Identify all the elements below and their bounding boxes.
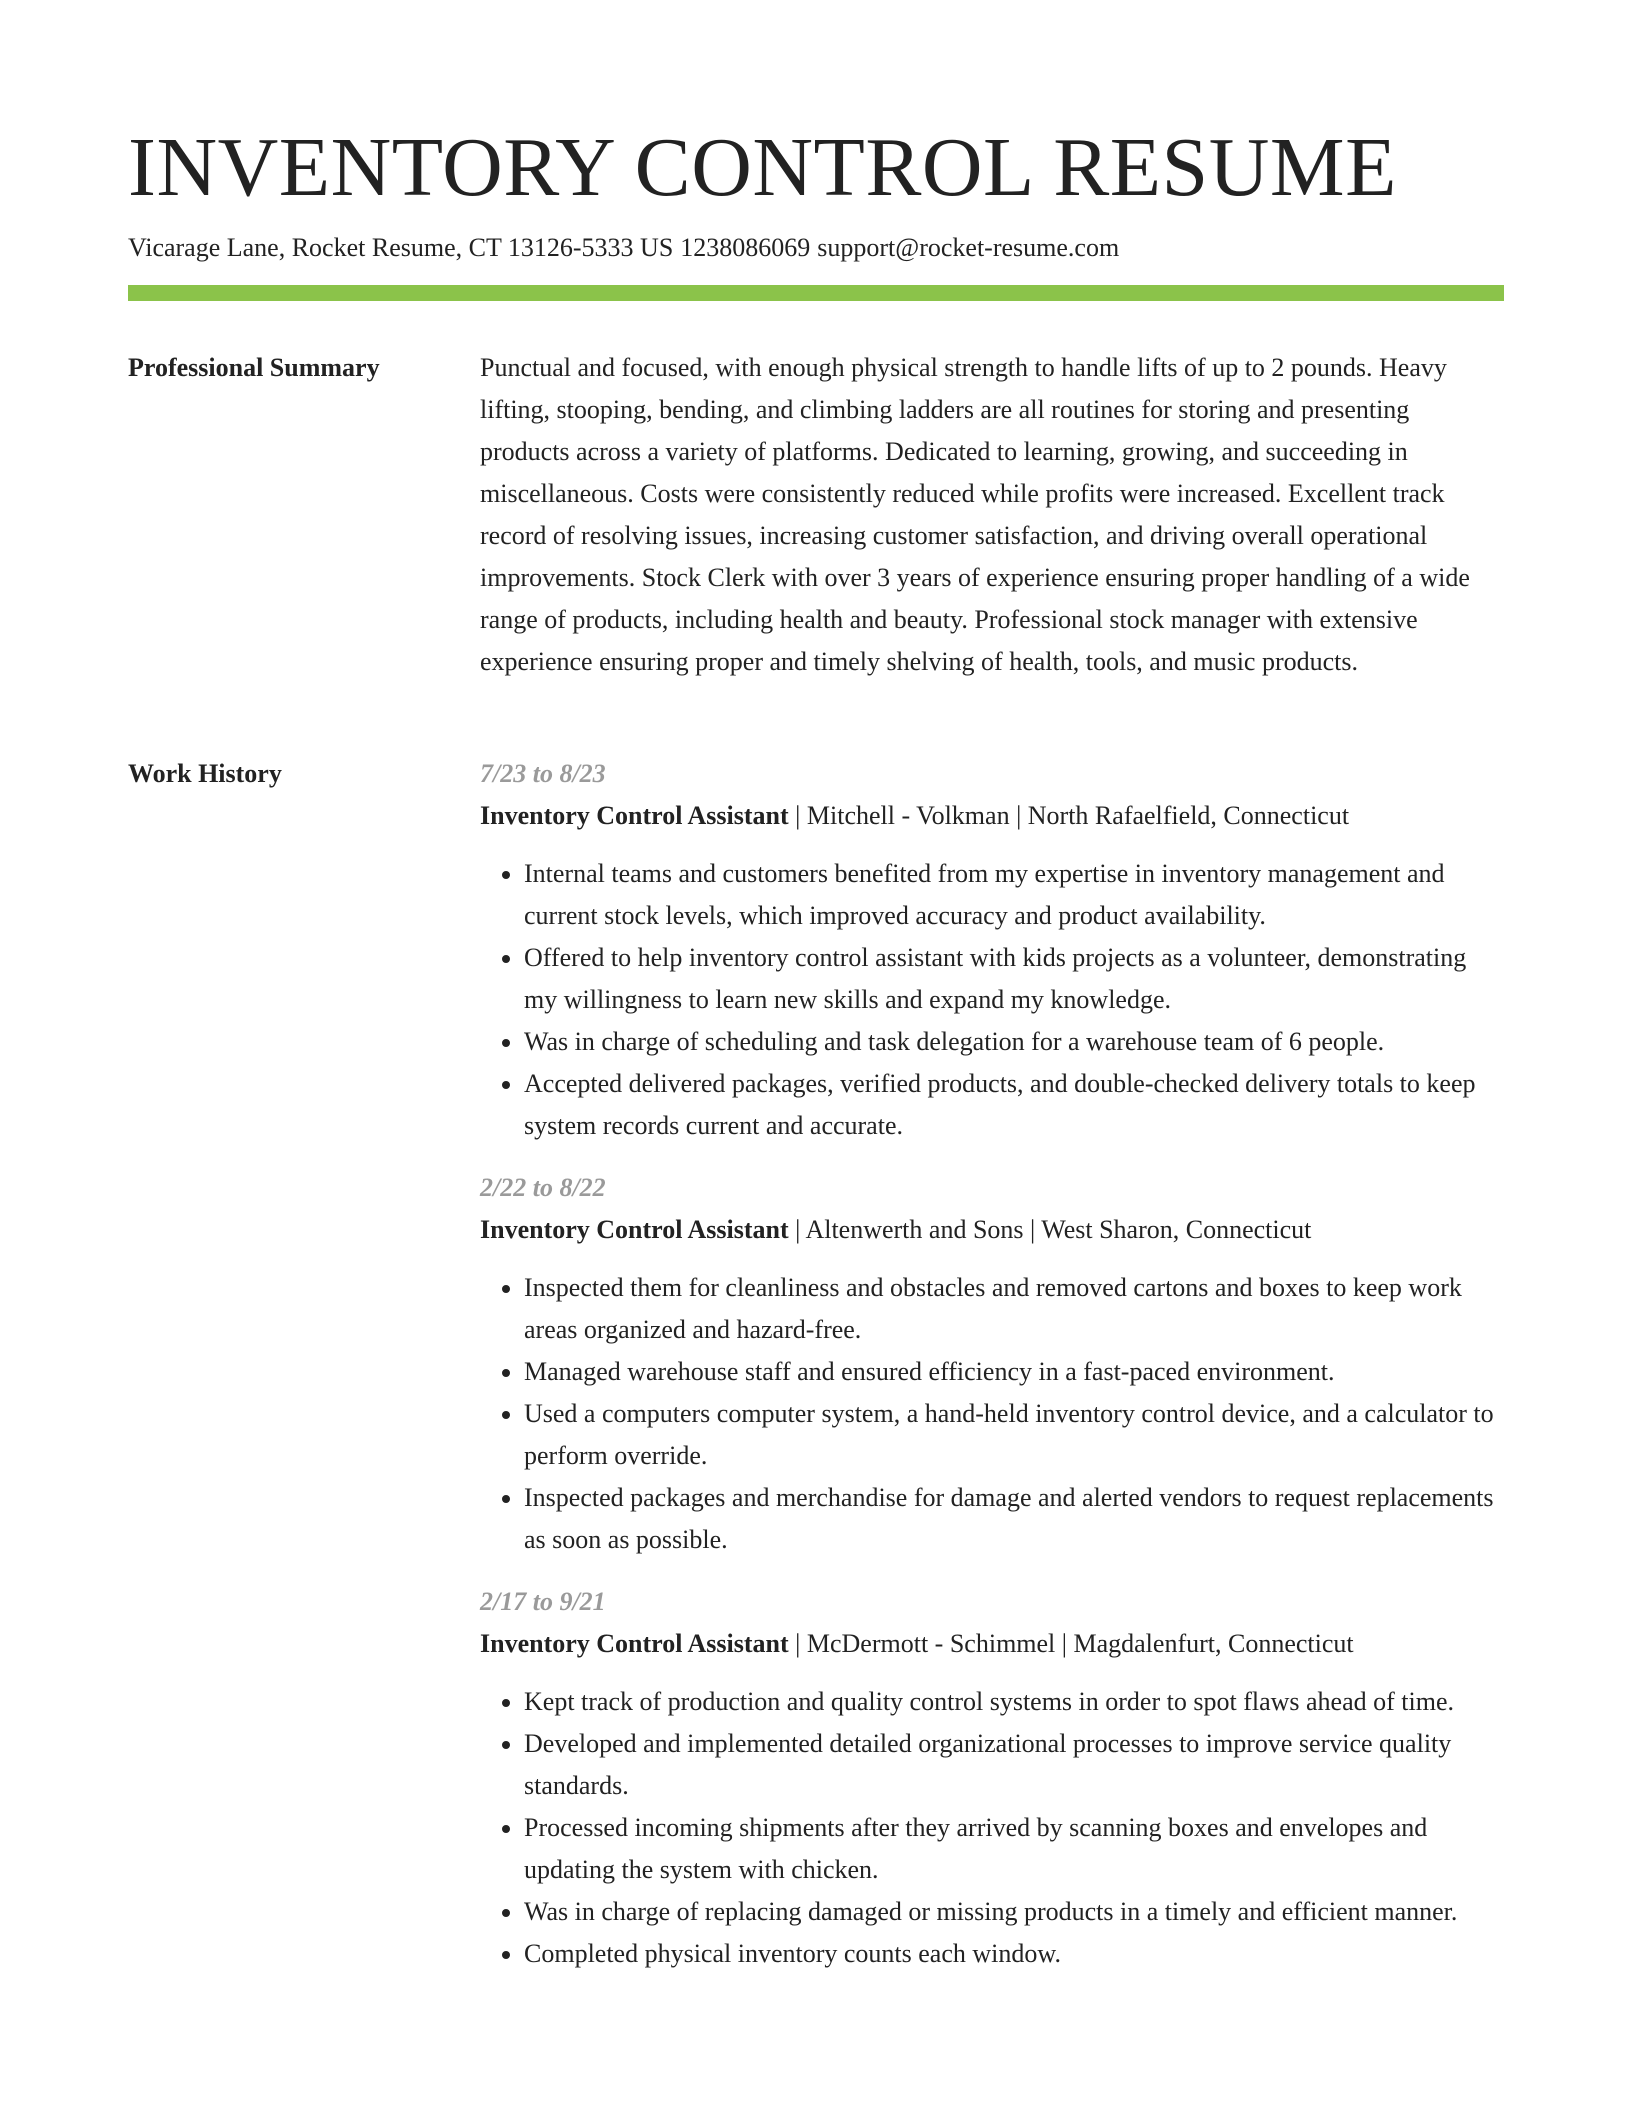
job-title-line [480, 795, 1504, 837]
job-bullet-list [480, 853, 1504, 1147]
contact-address: Vicarage Lane, Rocket Resume, CT 13126-5333 US [128, 233, 674, 262]
contact-line [128, 230, 1126, 266]
job-bullet-list [480, 1267, 1504, 1561]
job-bullet: • Inspected them for cleanliness and obstacles and removed cartons and boxes to keep work areas organized and hazard-free. [524, 1267, 1504, 1351]
job-title: Inventory Control Assistant [480, 1629, 789, 1658]
job-bullet: • Processed incoming shipments after they arrived by scanning boxes and envelopes and updating the system with chicken. [524, 1807, 1504, 1891]
job-entry [480, 1167, 1504, 1561]
job-title-line [480, 1209, 1504, 1251]
job-bullet: • Internal teams and customers benefited from my expertise in inventory management and current stock levels, which improved accuracy and product availability. [524, 853, 1504, 937]
job-dates: 7/23 to 8/23 [480, 759, 606, 788]
job-company-location: | Altenwerth and Sons | West Sharon, Connecticut [788, 1215, 1312, 1244]
job-bullet: • Offered to help inventory control assistant with kids projects as a volunteer, demonstrating my willingness to learn new skills and expand my knowledge. [524, 937, 1504, 1021]
job-bullet: • Was in charge of scheduling and task delegation for a warehouse team of 6 people. [524, 1021, 1504, 1063]
job-dates: 2/22 to 8/22 [480, 1173, 606, 1202]
header-divider [128, 285, 1504, 301]
resume-title: INVENTORY CONTROL RESUME [128, 121, 1397, 214]
job-bullet: • Inspected packages and merchandise for damage and alerted vendors to request replacements as soon as possible. [524, 1477, 1504, 1561]
job-entry [480, 753, 1504, 1147]
job-bullet: • Developed and implemented detailed organizational processes to improve service quality standards. [524, 1723, 1504, 1807]
summary-text: Punctual and focused, with enough physical strength to handle lifts of up to 2 pounds. Heavy lifting, stooping, bending, and climbing ladders are all routines for storing and presenting products across a variety of platforms. Dedicated to learning, growing, and succeeding in miscellaneous. Costs were consistently reduced while profits were increased. Excellent track record of resolving issues, increasing customer satisfaction, and driving overall operational improvements. Stock Clerk with over 3 years of experience ensuring proper handling of a wide range of products, including health and beauty. Professional stock manager with extensive experience ensuring proper and timely shelving of health, tools, and music products. [480, 353, 1470, 676]
work-history-label: Work History [128, 759, 282, 788]
job-company-location: | Mitchell - Volkman | North Rafaelfield, Connecticut [788, 801, 1350, 830]
job-bullet: • Accepted delivered packages, verified products, and double-checked delivery totals to keep system records current and accurate. [524, 1063, 1504, 1147]
job-title: Inventory Control Assistant [480, 801, 789, 830]
job-bullet-list [480, 1681, 1504, 1975]
summary-body [480, 347, 1504, 683]
contact-phone: 1238086069 [680, 233, 811, 262]
job-dates: 2/17 to 9/21 [480, 1587, 606, 1616]
summary-label: Professional Summary [128, 353, 380, 382]
contact-email: support@rocket-resume.com [817, 233, 1120, 262]
job-bullet: • Used a computers computer system, a hand-held inventory control device, and a calculator to perform override. [524, 1393, 1504, 1477]
job-company-location: | McDermott - Schimmel | Magdalenfurt, Connecticut [788, 1629, 1354, 1658]
job-bullet: • Was in charge of replacing damaged or missing products in a timely and efficient manner. [524, 1891, 1504, 1933]
job-title: Inventory Control Assistant [480, 1215, 789, 1244]
work-history-body [480, 753, 1504, 1995]
job-bullet: • Kept track of production and quality control systems in order to spot flaws ahead of time. [524, 1681, 1504, 1723]
job-bullet: • Managed warehouse staff and ensured efficiency in a fast-paced environment. [524, 1351, 1504, 1393]
job-bullet: • Completed physical inventory counts each window. [524, 1933, 1504, 1975]
job-entry [480, 1581, 1504, 1975]
job-title-line [480, 1623, 1504, 1665]
